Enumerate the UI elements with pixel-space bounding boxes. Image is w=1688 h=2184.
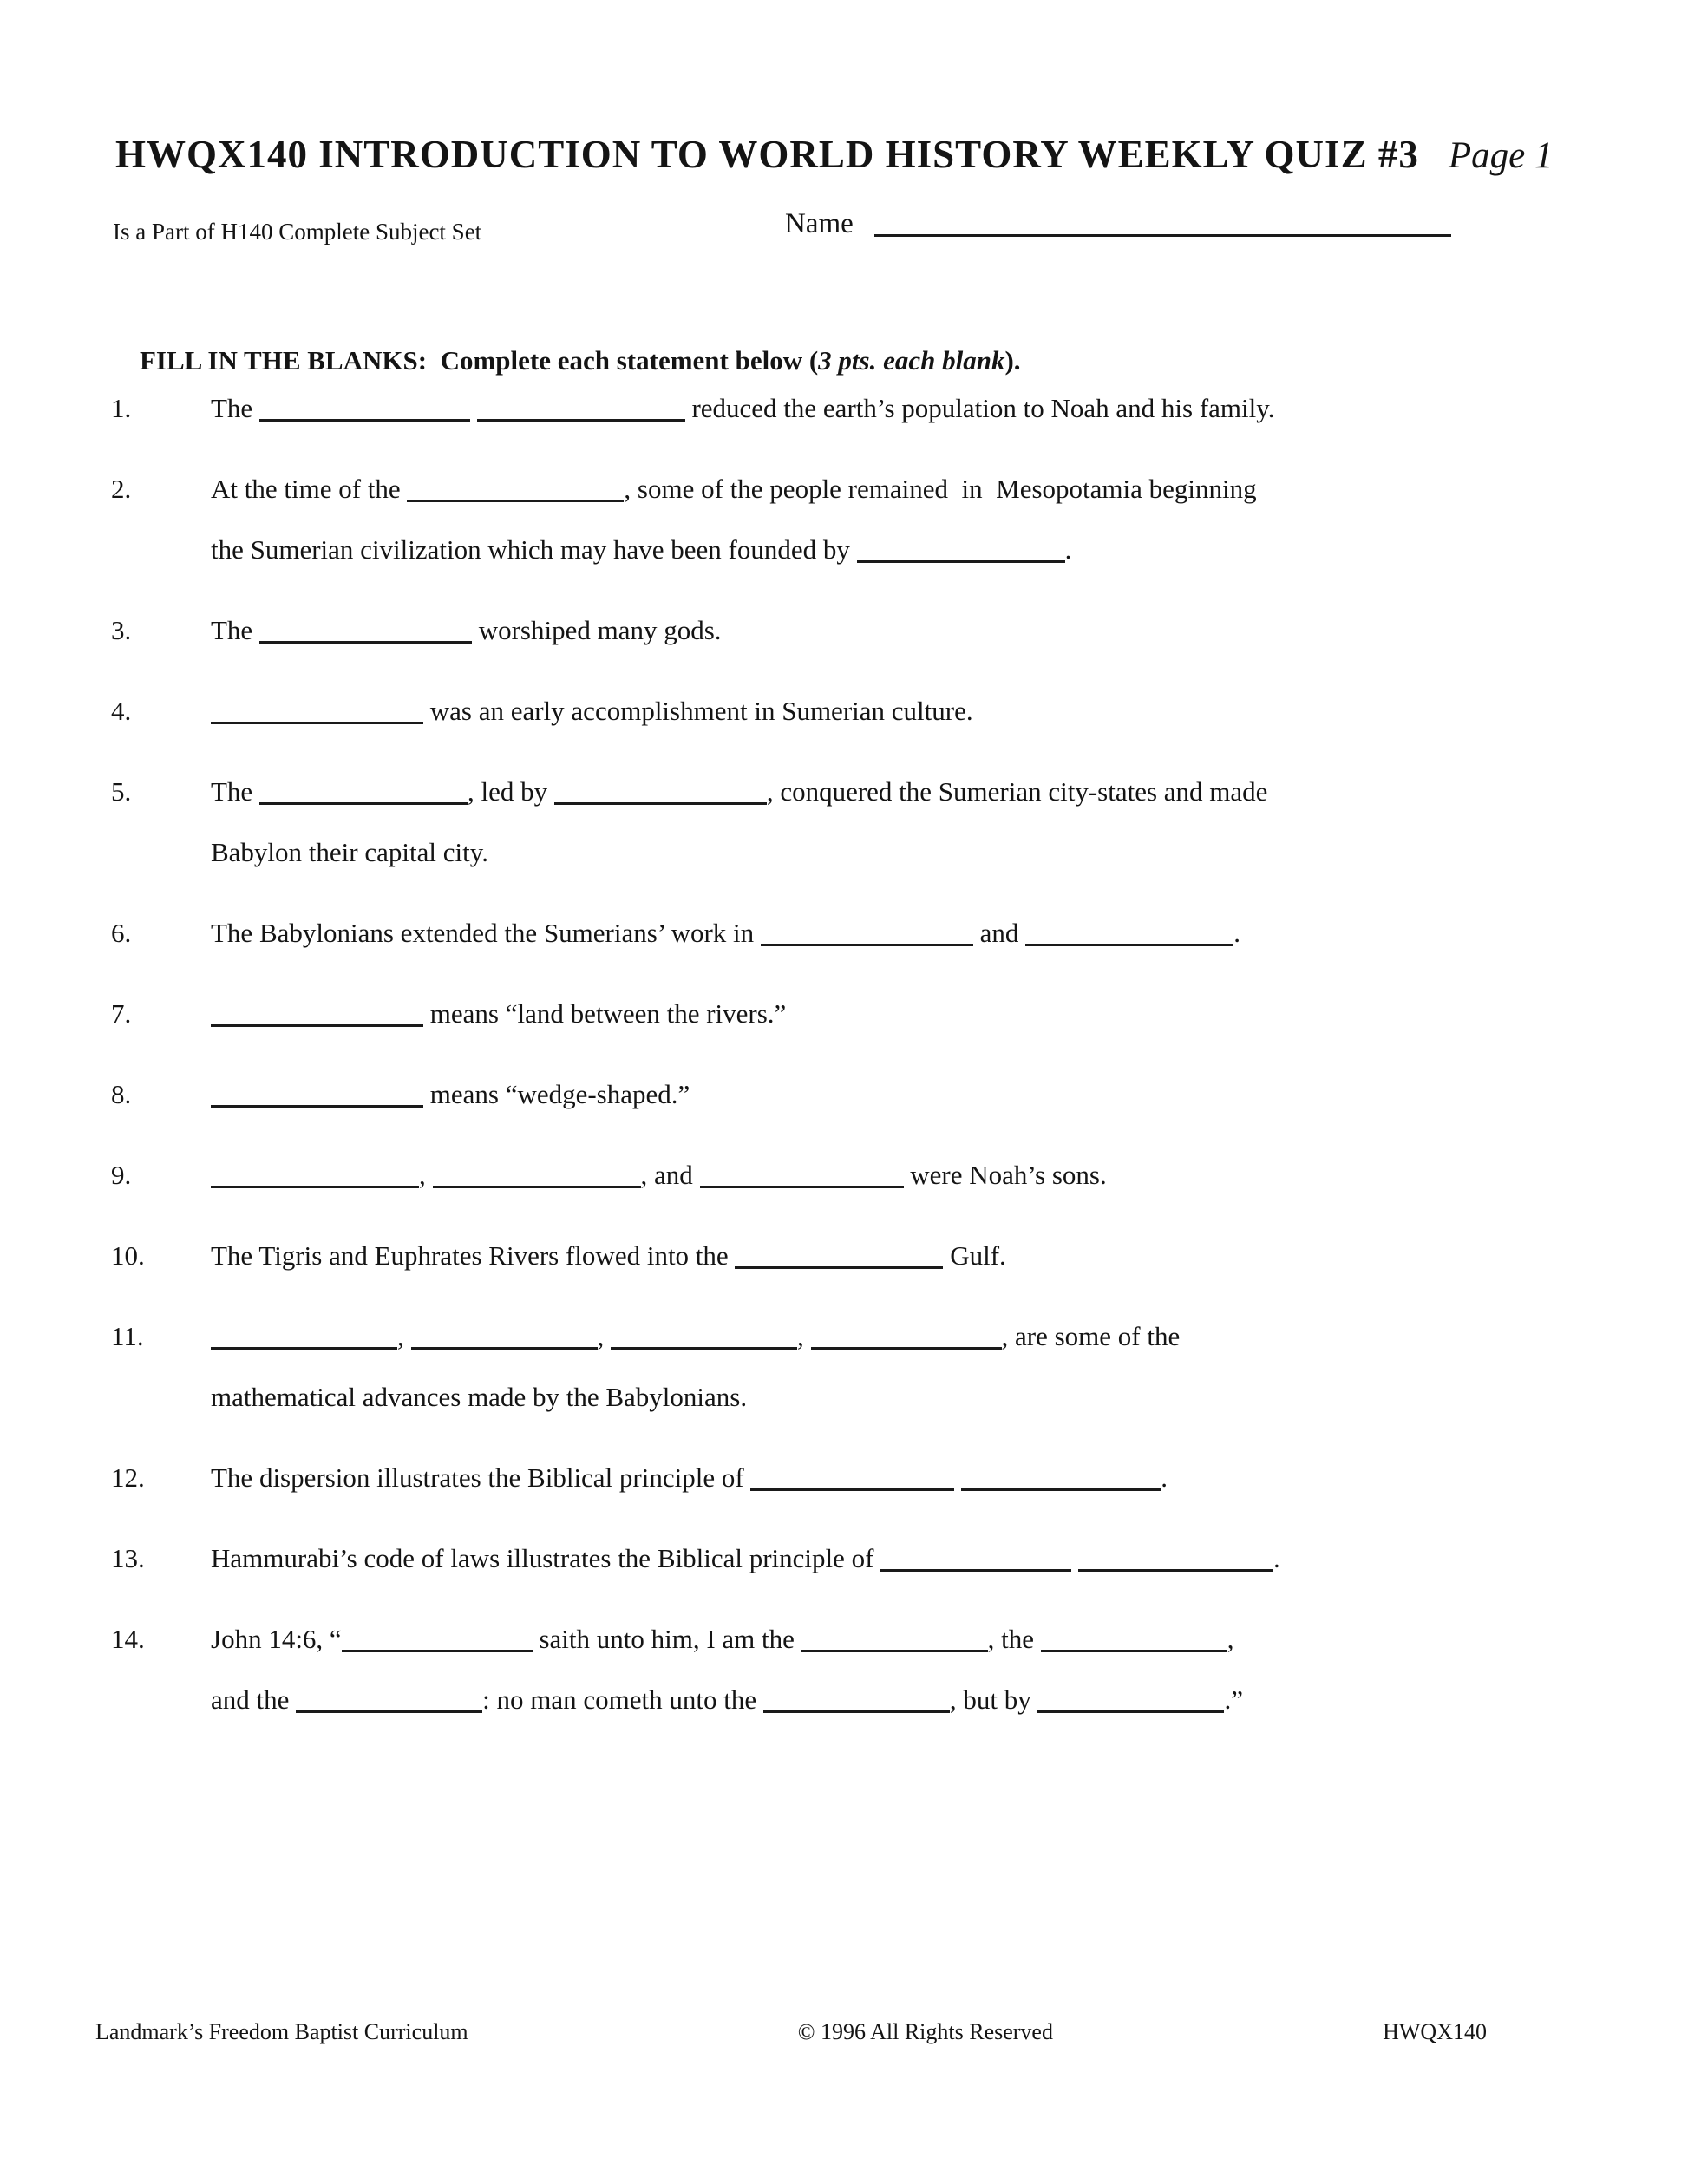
answer-blank[interactable]	[857, 559, 1065, 563]
question-text-segment: , but by	[949, 1684, 1038, 1715]
footer-doc-code: HWQX140	[1383, 2019, 1487, 2044]
answer-blank[interactable]	[411, 1345, 598, 1350]
question-number: 5.	[111, 776, 132, 807]
question-text	[211, 1145, 1580, 1206]
answer-blank[interactable]	[811, 1345, 1002, 1350]
question-row	[111, 762, 1580, 883]
question-text-segment: , and	[640, 1160, 700, 1190]
question-text-segment	[470, 393, 477, 423]
question-row	[111, 459, 1580, 580]
page-footer	[95, 2019, 1487, 2045]
answer-blank[interactable]	[259, 801, 468, 805]
name-label: Name	[785, 208, 854, 239]
page-number: Page 1	[1448, 135, 1554, 176]
name-field-group	[785, 208, 1451, 240]
question-text-segment: ,	[397, 1321, 411, 1351]
subject-set-note: Is a Part of H140 Complete Subject Set	[113, 219, 482, 245]
question-text-segment: .	[1161, 1462, 1168, 1493]
question-number: 3.	[111, 615, 132, 645]
question-number: 13.	[111, 1543, 145, 1573]
answer-blank[interactable]	[801, 1648, 988, 1652]
answer-blank[interactable]	[211, 1345, 397, 1350]
question-text-segment: the Sumerian civilization which may have been founded by	[211, 534, 857, 565]
page-title: HWQX140 INTRODUCTION TO WORLD HISTORY WEEKLY QUIZ #3	[115, 133, 1419, 176]
question-text-segment: means “wedge-shaped.”	[423, 1079, 690, 1109]
question-row	[111, 1306, 1580, 1428]
question-text-segment: Gulf.	[943, 1240, 1006, 1271]
question-text-segment: worshiped many gods.	[471, 615, 722, 645]
instructions-tail: ).	[1004, 345, 1021, 376]
question-text	[211, 984, 1580, 1044]
question-row	[111, 1528, 1580, 1589]
question-text	[211, 1306, 1580, 1428]
question-text-segment: The	[211, 393, 259, 423]
question-text-segment: and	[972, 918, 1026, 948]
answer-blank[interactable]	[554, 801, 767, 805]
answer-blank[interactable]	[750, 1487, 954, 1491]
question-number: 10.	[111, 1240, 145, 1271]
answer-blank[interactable]	[1037, 1709, 1224, 1713]
answer-blank[interactable]	[296, 1709, 482, 1713]
question-text	[211, 1528, 1580, 1589]
answer-blank[interactable]	[1078, 1567, 1273, 1572]
question-row	[111, 681, 1580, 742]
name-input-line[interactable]	[874, 232, 1451, 237]
question-text-segment: was an early accomplishment in Sumerian culture.	[423, 696, 973, 726]
question-text-segment: were Noah’s sons.	[903, 1160, 1107, 1190]
footer-publisher: Landmark’s Freedom Baptist Curriculum	[95, 2019, 468, 2044]
question-text-segment: and the	[211, 1684, 297, 1715]
answer-blank[interactable]	[1025, 942, 1233, 946]
question-text-segment: means “land between the rivers.”	[423, 998, 787, 1029]
question-text	[211, 1226, 1580, 1286]
question-row	[111, 1145, 1580, 1206]
answer-blank[interactable]	[259, 639, 472, 644]
question-number: 2.	[111, 474, 132, 504]
question-text-segment: saith unto him, I am the	[532, 1624, 801, 1654]
question-text-segment: The Tigris and Euphrates Rivers flowed into the	[211, 1240, 736, 1271]
question-text	[211, 1064, 1580, 1125]
question-row	[111, 1448, 1580, 1508]
question-text-segment: .	[1273, 1543, 1280, 1573]
instructions-points: 3 pts. each blank	[818, 345, 1005, 376]
answer-blank[interactable]	[407, 498, 624, 502]
question-text	[211, 762, 1580, 883]
instructions-lead: FILL IN THE BLANKS:	[140, 345, 428, 376]
question-number: 6.	[111, 918, 132, 948]
question-text-segment: reduced the earth’s population to Noah and his family.	[684, 393, 1275, 423]
answer-blank[interactable]	[961, 1487, 1161, 1491]
question-text-segment: The	[211, 615, 259, 645]
answer-blank[interactable]	[211, 720, 423, 724]
question-number: 7.	[111, 998, 132, 1029]
page-header	[115, 132, 1553, 177]
question-text-segment: .	[1064, 534, 1072, 565]
question-text	[211, 1448, 1580, 1508]
question-row	[111, 1064, 1580, 1125]
question-row	[111, 984, 1580, 1044]
answer-blank[interactable]	[700, 1184, 904, 1188]
instructions-body: Complete each statement below (	[427, 345, 819, 376]
question-number: 8.	[111, 1079, 132, 1109]
question-text-segment	[1071, 1543, 1078, 1573]
question-number: 9.	[111, 1160, 132, 1190]
question-number: 4.	[111, 696, 132, 726]
answer-blank[interactable]	[211, 1103, 423, 1108]
answer-blank[interactable]	[611, 1345, 797, 1350]
question-text-segment: , are some of the	[1001, 1321, 1181, 1351]
question-number: 14.	[111, 1624, 145, 1654]
question-text-segment: ,	[1227, 1624, 1234, 1654]
question-text-segment: ,	[797, 1321, 811, 1351]
question-text	[211, 903, 1580, 964]
question-text-segment: , some of the people remained in Mesopotamia beginning	[624, 474, 1257, 504]
question-text-segment: At the time of the	[211, 474, 408, 504]
question-number: 12.	[111, 1462, 145, 1493]
question-row	[111, 903, 1580, 964]
question-text-segment: .	[1233, 918, 1240, 948]
answer-blank[interactable]	[259, 417, 470, 422]
question-row	[111, 600, 1580, 661]
question-text-segment: The Babylonians extended the Sumerians’ work in	[211, 918, 761, 948]
answer-blank[interactable]	[763, 1709, 950, 1713]
question-text-segment: , the	[987, 1624, 1041, 1654]
question-number: 1.	[111, 393, 132, 423]
answer-blank[interactable]	[477, 417, 685, 422]
question-text-segment: ,	[419, 1160, 433, 1190]
question-text	[211, 459, 1580, 580]
answer-blank[interactable]	[735, 1265, 943, 1269]
question-text-segment: John 14:6, “	[211, 1624, 342, 1654]
question-text-segment: : no man cometh unto the	[482, 1684, 763, 1715]
question-text	[211, 1609, 1580, 1730]
question-text-segment: Babylon their capital city.	[211, 837, 488, 867]
answer-blank[interactable]	[433, 1184, 641, 1188]
answer-blank[interactable]	[211, 1184, 419, 1188]
question-row	[111, 1609, 1580, 1730]
footer-copyright: © 1996 All Rights Reserved	[797, 2019, 1053, 2044]
question-text	[211, 378, 1580, 439]
question-row	[111, 1226, 1580, 1286]
question-text-segment: The	[211, 776, 259, 807]
question-text-segment: , led by	[467, 776, 554, 807]
question-text-segment: .”	[1224, 1684, 1243, 1715]
questions-list	[111, 378, 1580, 1750]
question-text-segment: The dispersion illustrates the Biblical principle of	[211, 1462, 751, 1493]
question-text	[211, 600, 1580, 661]
question-text-segment	[954, 1462, 961, 1493]
question-number: 11.	[111, 1321, 144, 1351]
question-text	[211, 681, 1580, 742]
question-row	[111, 378, 1580, 439]
question-text-segment: Hammurabi’s code of laws illustrates the Biblical principle of	[211, 1543, 881, 1573]
answer-blank[interactable]	[761, 942, 973, 946]
answer-blank[interactable]	[880, 1567, 1071, 1572]
question-text-segment: mathematical advances made by the Babylonians.	[211, 1382, 748, 1412]
answer-blank[interactable]	[211, 1023, 423, 1027]
answer-blank[interactable]	[1041, 1648, 1227, 1652]
answer-blank[interactable]	[342, 1648, 533, 1652]
question-text-segment: , conquered the Sumerian city-states and made	[766, 776, 1268, 807]
question-text-segment: ,	[597, 1321, 611, 1351]
